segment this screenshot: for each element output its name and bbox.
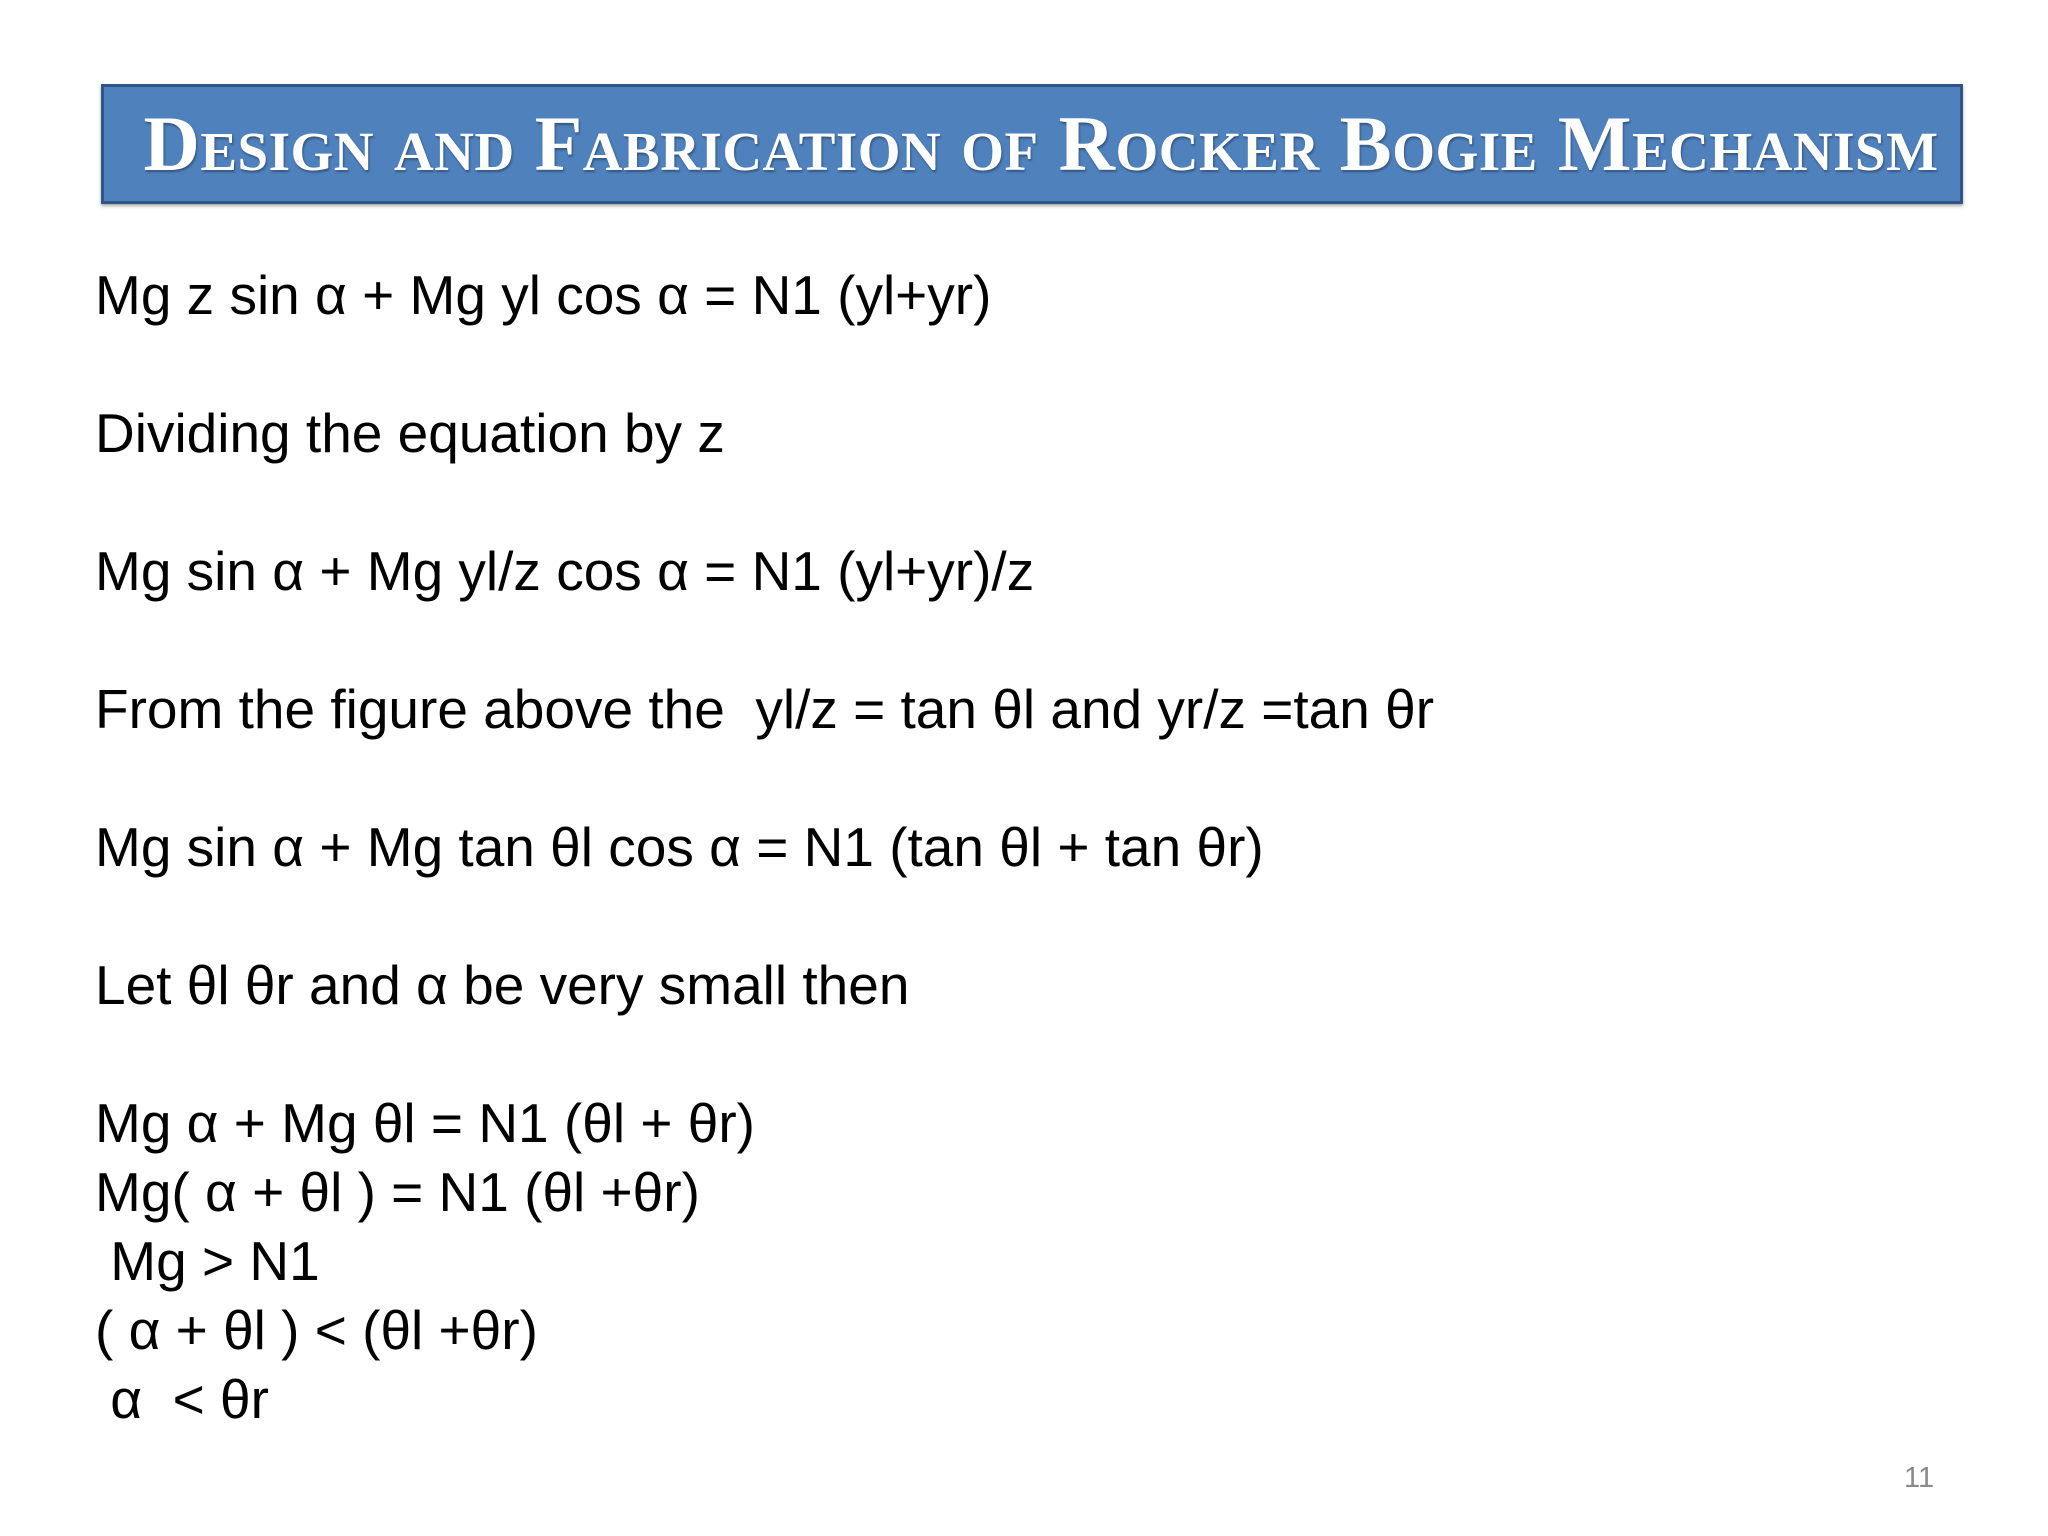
page-number: 11	[1904, 1462, 1935, 1494]
equation-line-3: Mg sin α + Mg yl/z cos α = N1 (yl+yr)/z	[95, 540, 1035, 602]
slide-title: Design and Fabrication of Rocker Bogie Mechanism	[143, 100, 1939, 187]
equation-line-10: ( α + θl ) < (θl +θr)	[95, 1299, 538, 1361]
equation-line-8: Mg( α + θl ) = N1 (θl +θr)	[95, 1161, 700, 1223]
text-line-2: Dividing the equation by z	[95, 402, 725, 464]
text-line-6: Let θl θr and α be very small then	[95, 954, 910, 1016]
equation-line-11: α < θr	[95, 1368, 269, 1430]
equation-line-5: Mg sin α + Mg tan θl cos α = N1 (tan θl + tan θr)	[95, 816, 1264, 878]
equation-line-7: Mg α + Mg θl = N1 (θl + θr)	[95, 1092, 755, 1154]
title-banner	[101, 84, 1963, 204]
equation-line-9: Mg > N1	[95, 1230, 320, 1292]
equation-line-1: Mg z sin α + Mg yl cos α = N1 (yl+yr)	[95, 264, 992, 326]
text-line-4: From the figure above the yl/z = tan θl and yr/z =tan θr	[95, 678, 1435, 740]
